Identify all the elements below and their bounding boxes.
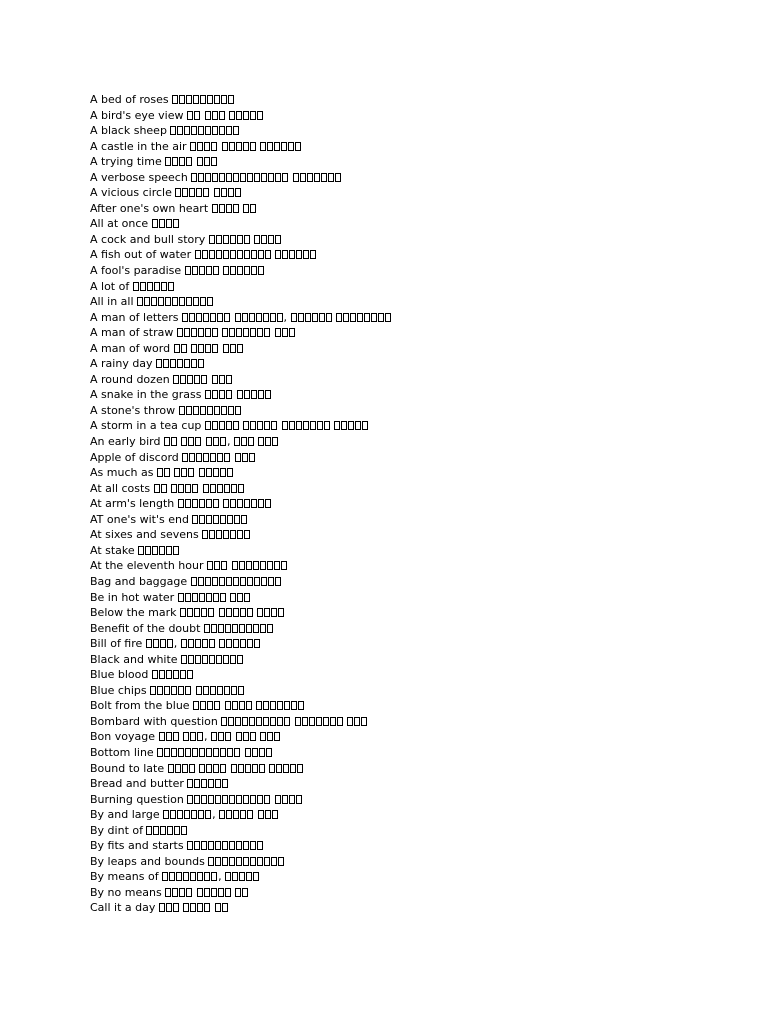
idiom-meaning — [150, 684, 245, 697]
idiom-phrase: A bed of roses — [90, 93, 169, 106]
idiom-phrase: By fits and starts — [90, 839, 184, 853]
idiom-line — [90, 263, 750, 279]
idiom-meaning — [170, 124, 240, 137]
idiom-meaning — [221, 715, 368, 728]
idiom-phrase: All in all — [90, 295, 134, 309]
idiom-line — [90, 232, 750, 248]
idiom-meaning — [181, 653, 244, 666]
idiom-phrase: A man of letters — [90, 310, 179, 324]
idiom-meaning — [178, 591, 252, 604]
idiom-meaning — [209, 233, 283, 246]
idiom-phrase: An early bird — [90, 435, 161, 449]
idiom-line — [90, 154, 750, 170]
idiom-line — [90, 496, 750, 512]
idiom-meaning — [212, 202, 258, 215]
idiom-meaning — [187, 109, 264, 122]
idiom-phrase: A vicious circle — [90, 186, 172, 200]
idiom-meaning — [193, 699, 305, 712]
idiom-phrase: Blue blood — [90, 668, 149, 682]
idiom-phrase: Be in hot water — [90, 590, 175, 604]
idiom-line — [90, 590, 750, 606]
idiom-line — [90, 729, 750, 745]
idiom-line — [90, 341, 750, 357]
idiom-phrase: A black sheep — [90, 124, 167, 138]
idiom-meaning — [187, 839, 264, 852]
idiom-meaning — [195, 248, 318, 261]
idiom-phrase: Bread and butter — [90, 777, 184, 791]
idiom-line — [90, 481, 750, 497]
idiom-line — [90, 792, 750, 808]
idiom-line — [90, 574, 750, 590]
idiom-line — [90, 543, 750, 559]
idiom-line — [90, 714, 750, 730]
idiom-phrase: At arm's length — [90, 497, 175, 511]
idiom-line — [90, 512, 750, 528]
idiom-meaning — [168, 762, 305, 775]
idiom-line — [90, 605, 750, 621]
idiom-meaning — [191, 575, 282, 588]
idiom-meaning — [187, 777, 229, 790]
idiom-line — [90, 216, 750, 232]
idiom-phrase: Bill of fire — [90, 637, 143, 651]
idiom-phrase: Benefit of the doubt — [90, 621, 201, 635]
idiom-meaning — [182, 451, 256, 464]
idiom-phrase: A snake in the grass — [90, 388, 202, 402]
idiom-meaning: , — [146, 637, 262, 650]
idiom-line — [90, 356, 750, 372]
idiom-meaning — [202, 528, 251, 541]
idiom-phrase: After one's own heart — [90, 201, 209, 215]
idiom-phrase: A bird's eye view — [90, 108, 184, 122]
idiom-phrase: A trying time — [90, 155, 162, 169]
idiom-meaning — [208, 855, 285, 868]
idiom-line — [90, 450, 750, 466]
idiom-meaning — [157, 466, 234, 479]
idiom-phrase: A round dozen — [90, 372, 170, 386]
idiom-meaning — [165, 886, 249, 899]
idiom-line — [90, 838, 750, 854]
idiom-phrase: A verbose speech — [90, 170, 188, 184]
idiom-meaning — [173, 373, 233, 386]
idiom-line — [90, 900, 750, 916]
idiom-line — [90, 854, 750, 870]
idiom-meaning — [190, 140, 302, 153]
idiom-meaning — [137, 295, 214, 308]
idiom-line — [90, 683, 750, 699]
idiom-line — [90, 294, 750, 310]
idiom-line — [90, 823, 750, 839]
idiom-line — [90, 279, 750, 295]
idiom-line — [90, 387, 750, 403]
idiom-line — [90, 403, 750, 419]
idiom-phrase: Bag and baggage — [90, 574, 188, 588]
idiom-line — [90, 201, 750, 217]
idiom-line — [90, 372, 750, 388]
idiom-phrase: A fish out of water — [90, 248, 192, 262]
idiom-meaning — [204, 622, 274, 635]
idiom-phrase: At stake — [90, 543, 135, 557]
idiom-line — [90, 745, 750, 761]
idiom-phrase: A storm in a tea cup — [90, 419, 202, 433]
idiom-phrase: Bottom line — [90, 745, 154, 759]
idiom-meaning: , — [182, 311, 392, 324]
idiom-phrase: By means of — [90, 870, 163, 884]
idiom-meaning — [180, 606, 285, 619]
idiom-phrase: By and large — [90, 808, 160, 822]
idiom-phrase: Call it a day — [90, 901, 156, 915]
idiom-meaning: , — [164, 435, 280, 448]
idiom-phrase: A stone's throw — [90, 403, 176, 417]
idiom-line — [90, 310, 750, 326]
idiom-meaning: , — [159, 730, 282, 743]
idiom-meaning: , — [163, 808, 279, 821]
idiom-meaning — [179, 404, 242, 417]
idiom-line — [90, 418, 750, 434]
idiom-line — [90, 761, 750, 777]
idiom-line — [90, 652, 750, 668]
idiom-meaning: , — [162, 870, 260, 883]
idiom-meaning — [156, 357, 205, 370]
idiom-line — [90, 465, 750, 481]
idiom-phrase: A rainy day — [90, 357, 153, 371]
idiom-meaning — [159, 901, 229, 914]
idiom-phrase: A fool's paradise — [90, 264, 182, 278]
idiom-phrase: By leaps and bounds — [90, 854, 205, 868]
idiom-line — [90, 885, 750, 901]
idiom-line — [90, 170, 750, 186]
idiom-meaning — [205, 388, 272, 401]
idiom-phrase: By no means — [90, 885, 162, 899]
idiom-phrase: At all costs — [90, 481, 151, 495]
idiom-meaning — [174, 342, 244, 355]
idiom-list — [90, 92, 750, 916]
idiom-meaning — [191, 171, 342, 184]
idiom-phrase: Bolt from the blue — [90, 699, 190, 713]
idiom-line — [90, 325, 750, 341]
idiom-meaning — [177, 326, 296, 339]
idiom-meaning — [205, 419, 370, 432]
idiom-meaning — [138, 544, 180, 557]
idiom-line — [90, 527, 750, 543]
idiom-meaning — [175, 186, 242, 199]
idiom-phrase: At the eleventh hour — [90, 559, 204, 573]
idiom-line — [90, 108, 750, 124]
idiom-phrase: A man of word — [90, 341, 171, 355]
idiom-meaning — [165, 155, 218, 168]
idiom-line — [90, 667, 750, 683]
idiom-line — [90, 558, 750, 574]
idiom-phrase: All at once — [90, 217, 149, 231]
idiom-phrase: At sixes and sevens — [90, 528, 199, 542]
idiom-phrase: Burning question — [90, 792, 184, 806]
idiom-line — [90, 123, 750, 139]
idiom-meaning — [152, 668, 194, 681]
idiom-meaning — [178, 497, 273, 510]
idiom-line — [90, 807, 750, 823]
idiom-line — [90, 698, 750, 714]
idiom-meaning — [157, 746, 273, 759]
idiom-meaning — [172, 93, 235, 106]
idiom-meaning — [192, 513, 248, 526]
idiom-phrase: Bon voyage — [90, 730, 155, 744]
idiom-meaning — [207, 559, 288, 572]
idiom-line — [90, 621, 750, 637]
idiom-meaning — [154, 482, 245, 495]
idiom-meaning — [133, 280, 175, 293]
idiom-phrase: A lot of — [90, 279, 130, 293]
idiom-meaning — [187, 793, 303, 806]
idiom-phrase: As much as — [90, 466, 154, 480]
idiom-line — [90, 185, 750, 201]
idiom-meaning — [152, 217, 180, 230]
idiom-line — [90, 247, 750, 263]
idiom-line — [90, 139, 750, 155]
idiom-line — [90, 92, 750, 108]
idiom-phrase: A cock and bull story — [90, 232, 206, 246]
idiom-phrase: AT one's wit's end — [90, 512, 189, 526]
idiom-phrase: Blue chips — [90, 683, 147, 697]
idiom-phrase: A castle in the air — [90, 139, 187, 153]
idiom-phrase: Bombard with question — [90, 714, 218, 728]
idiom-meaning — [185, 264, 266, 277]
idiom-line — [90, 636, 750, 652]
idiom-meaning — [146, 824, 188, 837]
idiom-phrase: Black and white — [90, 652, 178, 666]
idiom-phrase: Bound to late — [90, 761, 165, 775]
idiom-phrase: A man of straw — [90, 326, 174, 340]
idiom-phrase: By dint of — [90, 823, 143, 837]
idiom-phrase: Below the mark — [90, 606, 177, 620]
idiom-line — [90, 776, 750, 792]
idiom-line — [90, 869, 750, 885]
idiom-phrase: Apple of discord — [90, 450, 179, 464]
idiom-line — [90, 434, 750, 450]
